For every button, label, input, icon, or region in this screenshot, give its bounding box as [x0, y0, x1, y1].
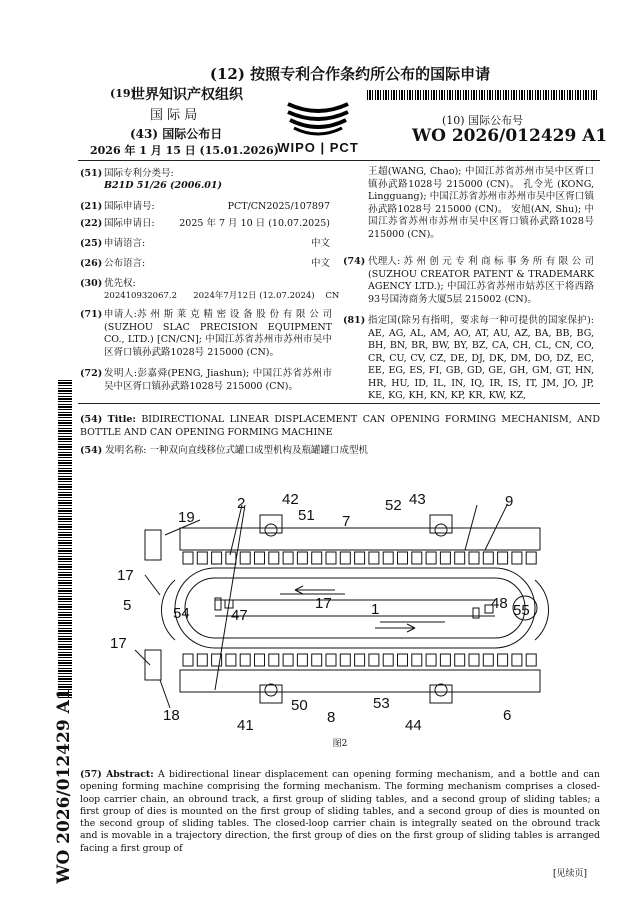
- figure-label: 8: [327, 709, 336, 726]
- title-zh: [80, 445, 600, 458]
- field-num: (22): [80, 218, 103, 229]
- inventors-continued: 王超(WANG, Chao); 中国江苏省苏州市吴中区胥口镇孙武路1028号 215000 (CN)。 孔令光 (KONG, Lingguang); 中国江苏省苏州市苏州市吴中区胥口镇孙武路1028号 215000 (CN)。 安旭(AN, Shu); 中国江苏省苏州市苏州市吴中区胥口镇孙武路1028号 215000 (CN)。: [368, 166, 594, 240]
- die-block: [312, 552, 322, 564]
- field-num: (30): [80, 278, 103, 289]
- field-value: 苏 州 斯 莱 克 精 密 设 备 股 份 有 限 公 司 (SUZHOU SLAC PRECISION EQUIPMENT CO., LTD.) [CN/CN]; 中国江苏省苏州市苏州市吴中区胥口镇孙武路1028号 215000 (CN)。: [104, 309, 332, 358]
- figure-label: 5: [123, 597, 132, 614]
- office-number: (19): [110, 87, 136, 100]
- die-block: [212, 552, 222, 564]
- abstract-label: Abstract:: [106, 769, 154, 780]
- die-block: [412, 552, 422, 564]
- die-block: [440, 654, 450, 666]
- die-block: [369, 552, 379, 564]
- abstract: [80, 769, 600, 855]
- die-block: [526, 654, 536, 666]
- die-block: [197, 552, 207, 564]
- pubno-value: WO 2026/012429 A1: [412, 126, 608, 146]
- title-rule: [78, 403, 600, 404]
- states-text: 指定国(除另有指明，要求每一种可提供的国家保护): AE, AG, AL, AM, AO, AT, AU, AZ, BA, BB, BG, BH, BN, BR, BW, BY, BZ, CA, CH, CL, CN, CO, CR, CU, CV, CZ, DE, DJ, DK, DM, DO, DZ, EC, EE, EG, ES, FI, GB, GD, GE, GH, GM, GT, HN, HR, HU, ID, IL, IN, IQ, IR, IS, IT, JM, JO, JP, KE, KG, KH, KN, KP, KR, KW, KZ,: [368, 315, 594, 401]
- die-block: [369, 654, 379, 666]
- field-label: 公布语言:: [104, 258, 146, 269]
- field-text: [104, 309, 332, 359]
- field-value: 2025 年 7 月 10 日 (10.07.2025): [179, 218, 330, 229]
- die-block: [455, 654, 465, 666]
- die-block: [326, 552, 336, 564]
- die-block: [240, 552, 250, 564]
- pubdate-label: (43) 国际公布日: [130, 127, 223, 141]
- wipo-logo: [268, 96, 368, 158]
- office-sub: 国 际 局: [150, 108, 198, 123]
- figure-label: 48: [491, 595, 508, 612]
- title-zh-label: 发明名称:: [105, 445, 147, 456]
- side-pubno: WO 2026/012429 A1: [54, 688, 74, 884]
- title-zh-value: 一种双向直线移位式罐口成型机构及瓶罐罐口成型机: [149, 445, 368, 456]
- figure-label: 51: [298, 507, 315, 524]
- die-block: [283, 552, 293, 564]
- title-en-label: Title:: [107, 414, 136, 425]
- figure-caption: 图2: [332, 739, 348, 749]
- figure-label: 2: [237, 495, 246, 512]
- figure-label: 42: [282, 491, 299, 508]
- die-block: [512, 552, 522, 564]
- figure-label: 50: [291, 697, 308, 714]
- die-block: [269, 552, 279, 564]
- die-block: [469, 552, 479, 564]
- die-block: [226, 654, 236, 666]
- states-num: (81): [343, 315, 366, 326]
- figure-label: 19: [178, 509, 195, 526]
- field-text: [104, 368, 332, 393]
- field-label: 申请人:: [104, 309, 137, 320]
- continued-footer: [见续页]: [553, 869, 588, 879]
- figure-label: 9: [505, 493, 514, 510]
- die-block: [183, 654, 193, 666]
- die-block: [526, 552, 536, 564]
- field-value: PCT/CN2025/107897: [227, 201, 330, 212]
- die-block: [440, 552, 450, 564]
- die-block: [498, 552, 508, 564]
- die-block: [269, 654, 279, 666]
- die-block: [183, 552, 193, 564]
- die-block: [312, 654, 322, 666]
- die-block: [255, 552, 265, 564]
- figure-label: 52: [385, 497, 402, 514]
- figure-label: 6: [503, 707, 512, 724]
- field-num: (26): [80, 258, 103, 269]
- die-block: [355, 654, 365, 666]
- field-value: 中文: [310, 258, 330, 269]
- die-block: [197, 654, 207, 666]
- die-block: [483, 654, 493, 666]
- die-block: [398, 552, 408, 564]
- figure-label: 47: [231, 607, 248, 624]
- figure-label: 17: [315, 595, 332, 612]
- field-label: 申请语言:: [104, 238, 146, 249]
- pubdate-value: 2026 年 1 月 15 日 (15.01.2026): [90, 144, 279, 157]
- field-num: (72): [80, 368, 103, 379]
- die-block: [455, 552, 465, 564]
- title-en-value: BIDIRECTIONAL LINEAR DISPLACEMENT CAN OPENING FORMING MECHANISM, AND BOTTLE AND CAN OPENING FORMING MACHINE: [80, 414, 601, 438]
- agent-text: 代理人: 苏 州 创 元 专 利 商 标 事 务 所 有 限 公 司 (SUZHOU CREATOR PATENT & TRADEMARK AGENCY LTD.); 中国江苏省苏州市姑苏区干将西路93号国涛商务大厦5层 215002 (CN)。: [368, 256, 594, 305]
- figure-label: 43: [409, 491, 426, 508]
- figure-label: 7: [342, 513, 351, 530]
- figure-label: 1: [371, 601, 380, 618]
- die-block: [383, 552, 393, 564]
- document-title: (12) 按照专利合作条约所公布的国际申请: [209, 65, 491, 83]
- die-block: [412, 654, 422, 666]
- abstract-text: A bidirectional linear displacement can opening forming mechanism, and a bottle and can opening forming machine comprising the forming mechanism. The forming mechanism comprises a closed-loop carrier chain, an obround track, a first group of sliding tables, and a second group of sliding tables; a first group of dies is mounted on the first group of sliding tables, and a second group of dies is mounted on the second group of sliding tables. The closed-loop carrier chain is integrally seated on the obround track and is movable in a trajectory direction, the first group of dies on the first group of sliding tables is arranged facing a first group of: [80, 769, 600, 854]
- die-block: [283, 654, 293, 666]
- die-block: [426, 654, 436, 666]
- wipo-logo-text: WIPO | PCT: [277, 140, 359, 155]
- field-label: 发明人:: [104, 368, 138, 379]
- agent-num: (74): [343, 256, 366, 267]
- die-block: [512, 654, 522, 666]
- die-block: [297, 552, 307, 564]
- forming-mechanism-drawing: [105, 480, 605, 730]
- pubno-label: (10) 国际公布号: [442, 114, 524, 127]
- field-label: 国际申请号:: [104, 201, 155, 212]
- field-num: (25): [80, 238, 103, 249]
- figure-label: 54: [173, 605, 190, 622]
- figure-label: 41: [237, 717, 254, 730]
- die-block: [340, 654, 350, 666]
- figure-label: 18: [163, 707, 180, 724]
- patent-figure: [105, 480, 605, 730]
- die-block: [355, 552, 365, 564]
- figure-label: 53: [373, 695, 390, 712]
- field-value: B21D 51/26 (2006.01): [104, 180, 222, 191]
- header-rule: [78, 160, 600, 161]
- die-block: [326, 654, 336, 666]
- die-block: [340, 552, 350, 564]
- field-num: (71): [80, 309, 103, 320]
- figure-label: 55: [513, 602, 530, 619]
- figure-label: 44: [405, 717, 422, 730]
- field-value: 彭嘉舜(PENG, Jiashun); 中国江苏省苏州市吴中区胥口镇孙武路1028号 215000 (CN)。: [104, 368, 332, 392]
- field-value: 202410932067.2 2024年7月12日 (12.07.2024) CN: [104, 291, 340, 301]
- die-block: [255, 654, 265, 666]
- die-block: [483, 552, 493, 564]
- figure-label: 17: [110, 635, 127, 652]
- die-block: [398, 654, 408, 666]
- die-block: [469, 654, 479, 666]
- die-block: [226, 552, 236, 564]
- office-name: 世界知识产权组织: [131, 87, 243, 103]
- die-block: [498, 654, 508, 666]
- field-label: 优先权:: [104, 278, 136, 289]
- title-zh-num: (54): [80, 445, 103, 456]
- die-block: [426, 552, 436, 564]
- die-block: [240, 654, 250, 666]
- field-label: 国际专利分类号:: [104, 168, 174, 179]
- title-en: [80, 414, 600, 439]
- figure-label: 17: [117, 567, 134, 584]
- die-block: [297, 654, 307, 666]
- title-en-num: (54): [80, 414, 103, 425]
- field-num: (51): [80, 168, 103, 179]
- field-label: 国际申请日:: [104, 218, 155, 229]
- field-value: 中文: [310, 238, 330, 249]
- field-num: (21): [80, 201, 103, 212]
- die-block: [383, 654, 393, 666]
- barcode-side: [58, 380, 72, 700]
- barcode-top: [367, 90, 597, 100]
- abstract-num: (57): [80, 769, 102, 780]
